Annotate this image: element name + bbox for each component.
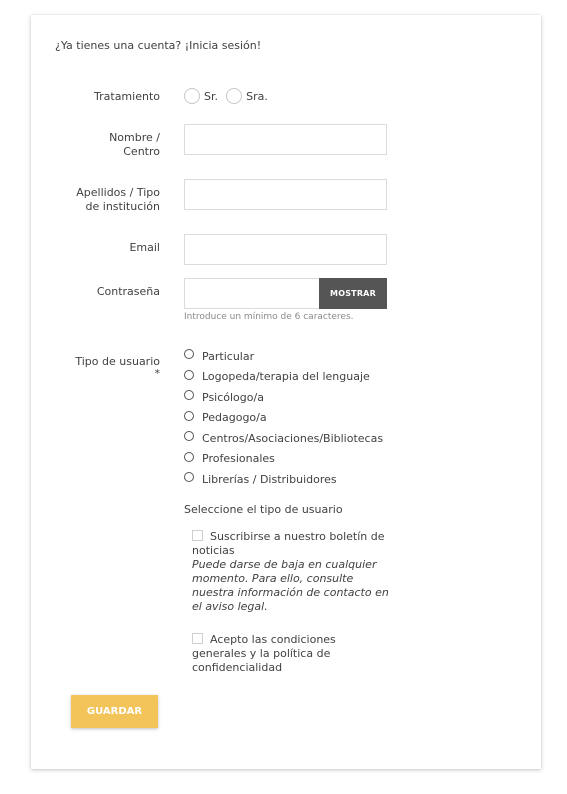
nombre-label-line2: Centro: [123, 145, 160, 158]
newsletter-label: Suscribirse a nuestro boletín de noticias: [192, 530, 385, 557]
apellidos-input[interactable]: [184, 179, 387, 210]
registration-card: [31, 15, 541, 769]
option-label: Pedagogo/a: [202, 411, 267, 425]
option-radio[interactable]: [184, 431, 194, 441]
radio-sra-label: Sra.: [246, 89, 268, 103]
option-label: Profesionales: [202, 452, 275, 466]
option-radio[interactable]: [184, 390, 194, 400]
option-pedagogo[interactable]: [184, 408, 383, 429]
radio-sr-circle[interactable]: [184, 88, 200, 104]
tipo-usuario-label: [31, 356, 160, 380]
option-radio[interactable]: [184, 370, 194, 380]
option-label: Logopeda/terapia del lenguaje: [202, 370, 370, 384]
newsletter-checkbox-label[interactable]: [192, 530, 392, 558]
required-mark: *: [154, 367, 160, 380]
tipo-usuario-hint: Seleccione el tipo de usuario: [184, 503, 343, 516]
apellidos-label: [31, 186, 160, 214]
nombre-input[interactable]: [184, 124, 387, 155]
password-help: Introduce un mínimo de 6 caracteres.: [184, 312, 354, 322]
nombre-label-line1: Nombre /: [109, 131, 160, 144]
terms-label: Acepto las condiciones generales y la política de confidencialidad: [192, 633, 336, 674]
option-label: Psicólogo/a: [202, 390, 264, 404]
save-button[interactable]: GUARDAR: [71, 695, 158, 728]
option-radio[interactable]: [184, 452, 194, 462]
option-radio[interactable]: [184, 411, 194, 421]
password-input[interactable]: [184, 278, 319, 309]
email-input[interactable]: [184, 234, 387, 265]
login-prompt-link[interactable]: ¿Ya tienes una cuenta? ¡Inicia sesión!: [55, 39, 262, 52]
option-label: Centros/Asociaciones/Bibliotecas: [202, 431, 384, 445]
option-librerias[interactable]: [184, 469, 383, 490]
email-label: Email: [129, 241, 160, 254]
newsletter-checkbox[interactable]: [192, 530, 203, 541]
tipo-usuario-options: [184, 346, 383, 490]
terms-checkbox-label[interactable]: [192, 633, 392, 675]
radio-sr-label: Sr.: [204, 89, 218, 103]
radio-sra[interactable]: [226, 88, 268, 104]
option-logopeda[interactable]: [184, 367, 383, 388]
apellidos-label-line2: de institución: [85, 200, 160, 213]
password-label: Contraseña: [96, 285, 160, 298]
newsletter-block: [192, 530, 392, 614]
option-profesionales[interactable]: [184, 449, 383, 470]
radio-sr[interactable]: [184, 88, 218, 104]
option-psicologo[interactable]: [184, 387, 383, 408]
terms-block: [192, 633, 392, 675]
show-password-button[interactable]: MOSTRAR: [319, 278, 387, 309]
tratamiento-label: Tratamiento: [94, 90, 160, 103]
option-radio[interactable]: [184, 472, 194, 482]
radio-sra-circle[interactable]: [226, 88, 242, 104]
option-label: Particular: [202, 349, 255, 363]
nombre-label: [31, 131, 160, 159]
option-particular[interactable]: [184, 346, 383, 367]
option-label: Librerías / Distribuidores: [202, 472, 337, 486]
option-radio[interactable]: [184, 349, 194, 359]
option-centros[interactable]: [184, 428, 383, 449]
terms-checkbox[interactable]: [192, 633, 203, 644]
password-group: [184, 278, 387, 309]
tipo-usuario-label-text: Tipo de usuario: [75, 355, 160, 368]
newsletter-note: Puede darse de baja en cualquier momento. Para ello, consulte nuestra información de contacto en el aviso legal.: [192, 558, 389, 613]
tratamiento-options: [184, 88, 271, 108]
apellidos-label-line1: Apellidos / Tipo: [76, 186, 160, 199]
